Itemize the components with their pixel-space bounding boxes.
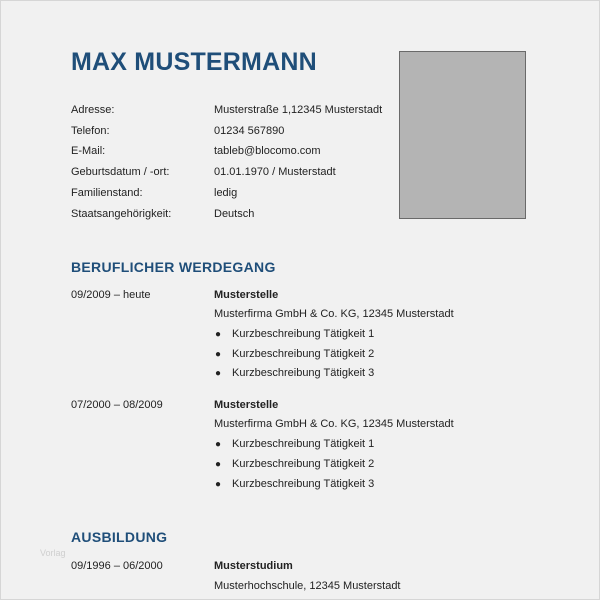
marital-value: ledig [214, 187, 238, 199]
career-entry-2-position: Musterstelle [214, 399, 279, 411]
career-section-title: BERUFLICHER WERDEGANG [71, 259, 276, 275]
email-label: E-Mail: [71, 145, 106, 157]
address-value: Musterstraße 1,12345 Musterstadt [214, 104, 383, 116]
marital-label: Familienstand: [71, 187, 143, 199]
nationality-label: Staatsangehörigkeit: [71, 208, 172, 220]
phone-value: 01234 567890 [214, 125, 285, 137]
education-entry-1-date: 09/1996 – 06/2000 [71, 560, 163, 572]
career-entry-1-position: Musterstelle [214, 289, 279, 301]
career-entry-2-date: 07/2000 – 08/2009 [71, 399, 163, 411]
education-entry-1-position: Musterstudium [214, 560, 293, 572]
birth-label: Geburtsdatum / -ort: [71, 166, 170, 178]
bullet-icon: ● [215, 349, 222, 360]
address-label: Adresse: [71, 104, 115, 116]
bullet-icon: ● [215, 329, 222, 340]
bullet-icon: ● [215, 479, 222, 490]
watermark-text: Vorlag [40, 548, 66, 558]
career-entry-2-company: Musterfirma GmbH & Co. KG, 12345 Musterstadt [214, 418, 454, 430]
photo-placeholder [399, 51, 526, 219]
career-entry-1-company: Musterfirma GmbH & Co. KG, 12345 Musterstadt [214, 308, 454, 320]
bullet-icon: ● [215, 459, 222, 470]
education-entry-1-school: Musterhochschule, 12345 Musterstadt [214, 580, 401, 592]
birth-value: 01.01.1970 / Musterstadt [214, 166, 336, 178]
email-value: tableb@blocomo.com [214, 145, 321, 157]
bullet-icon: ● [215, 368, 222, 379]
education-section-title: AUSBILDUNG [71, 529, 168, 545]
applicant-name: MAX MUSTERMANN [71, 48, 317, 76]
nationality-value: Deutsch [214, 208, 255, 220]
career-entry-1-date: 09/2009 – heute [71, 289, 151, 301]
bullet-icon: ● [215, 439, 222, 450]
phone-label: Telefon: [71, 125, 110, 137]
